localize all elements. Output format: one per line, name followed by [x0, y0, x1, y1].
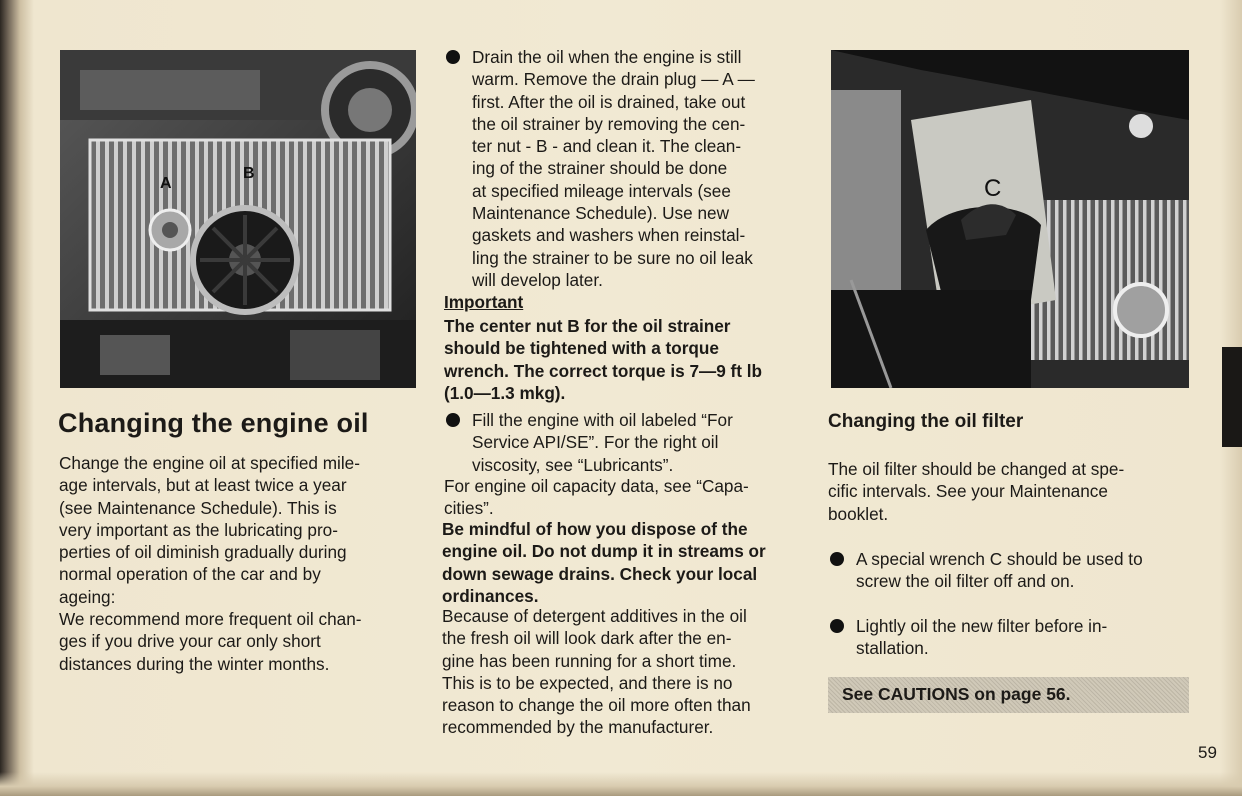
- text-line: normal operation of the car and by: [59, 564, 321, 585]
- oil-new-filter-bullet: [830, 615, 1190, 660]
- text-line: very important as the lubricating pro-: [59, 519, 338, 540]
- text-line: the oil strainer by removing the cen-: [472, 113, 746, 134]
- text-line: Be mindful of how you dispose of the: [442, 519, 748, 539]
- left-intro-paragraph: [59, 452, 415, 675]
- text-line: the fresh oil will look dark after the en-: [442, 628, 732, 649]
- page-number: 59: [1198, 743, 1217, 762]
- text-line: ges if you drive your car only short: [59, 631, 321, 652]
- text-line: Change the engine oil at specified mile-: [59, 453, 360, 473]
- text-line: wrench. The correct torque is 7—9 ft lb: [444, 360, 763, 381]
- page-edge-shadow: [0, 772, 1242, 796]
- text-line: cities”.: [444, 498, 494, 519]
- text-line: Maintenance Schedule). Use new: [472, 203, 730, 224]
- oil-filter-intro: [828, 458, 1189, 525]
- text-line: ordinances.: [442, 585, 539, 606]
- capacity-note: [444, 475, 804, 520]
- bullet-icon: [830, 619, 844, 633]
- bullet-icon: [446, 50, 460, 64]
- photo-label-b: B: [243, 165, 255, 182]
- text-line: (1.0—1.3 mkg).: [444, 382, 566, 403]
- special-wrench-bullet: [830, 548, 1190, 593]
- text-line: recommended by the manufacturer.: [442, 717, 714, 738]
- oil-filter-heading: Changing the oil filter: [828, 411, 1024, 432]
- text-line: engine oil. Do not dump it in streams or: [442, 541, 766, 562]
- text-line: at specified mileage intervals (see: [472, 180, 731, 201]
- text-line: cific intervals. See your Maintenance: [828, 481, 1108, 502]
- text-line: Fill the engine with oil labeled “For: [472, 410, 733, 430]
- bullet-icon: [446, 413, 460, 427]
- text-line: warm. Remove the drain plug — A —: [472, 69, 755, 90]
- text-line: stallation.: [856, 638, 929, 659]
- text-line: Because of detergent additives in the oil: [442, 606, 747, 626]
- photo-label-a: A: [160, 175, 172, 192]
- text-line: ageing:: [59, 586, 116, 607]
- text-line: viscosity, see “Lubricants”.: [472, 454, 674, 475]
- text-line: Drain the oil when the engine is still: [472, 47, 742, 67]
- detergent-note: [442, 605, 802, 739]
- text-line: A special wrench C should be used to: [856, 549, 1143, 569]
- engine-oil-pan-photo: [60, 50, 416, 388]
- text-line: age intervals, but at least twice a year: [59, 475, 347, 496]
- text-line: The oil filter should be changed at spe-: [828, 459, 1125, 479]
- text-line: gine has been running for a short time.: [442, 650, 737, 671]
- text-line: first. After the oil is drained, take out: [472, 91, 746, 112]
- text-line: Lightly oil the new filter before in-: [856, 616, 1108, 636]
- text-line: The center nut B for the oil strainer: [444, 316, 731, 336]
- drain-oil-bullet: [446, 46, 806, 291]
- thumb-index-tab: [1222, 347, 1242, 447]
- text-line: screw the oil filter off and on.: [856, 571, 1075, 592]
- text-line: booklet.: [828, 503, 889, 524]
- fill-engine-bullet: [446, 409, 806, 476]
- text-line: distances during the winter months.: [59, 653, 330, 674]
- caution-text: See CAUTIONS on page 56.: [842, 684, 1071, 704]
- bullet-icon: [830, 552, 844, 566]
- text-line: ling the strainer to be sure no oil leak: [472, 247, 753, 268]
- text-line: will develop later.: [472, 269, 603, 290]
- text-line: (see Maintenance Schedule). This is: [59, 497, 337, 518]
- text-line: gaskets and washers when reinstal-: [472, 225, 746, 246]
- important-heading: Important: [444, 292, 524, 312]
- text-line: ing of the strainer should be done: [472, 158, 728, 179]
- text-line: For engine oil capacity data, see “Capa-: [444, 476, 749, 496]
- caution-callout: [828, 677, 1189, 713]
- text-line: perties of oil diminish gradually during: [59, 542, 347, 563]
- text-line: This is to be expected, and there is no: [442, 672, 733, 693]
- text-line: down sewage drains. Check your local: [442, 563, 758, 584]
- page-title: Changing the engine oil: [58, 408, 369, 438]
- photo-label-c: C: [984, 175, 1002, 202]
- text-line: reason to change the oil more often than: [442, 695, 751, 716]
- important-section: [444, 292, 804, 404]
- oil-filter-wrench-photo: [831, 50, 1189, 388]
- text-line: We recommend more frequent oil chan-: [59, 609, 362, 630]
- text-line: ter nut - B - and clean it. The clean-: [472, 136, 742, 157]
- disposal-warning: [442, 518, 804, 607]
- text-line: should be tightened with a torque: [444, 338, 719, 359]
- text-line: Service API/SE”. For the right oil: [472, 432, 719, 453]
